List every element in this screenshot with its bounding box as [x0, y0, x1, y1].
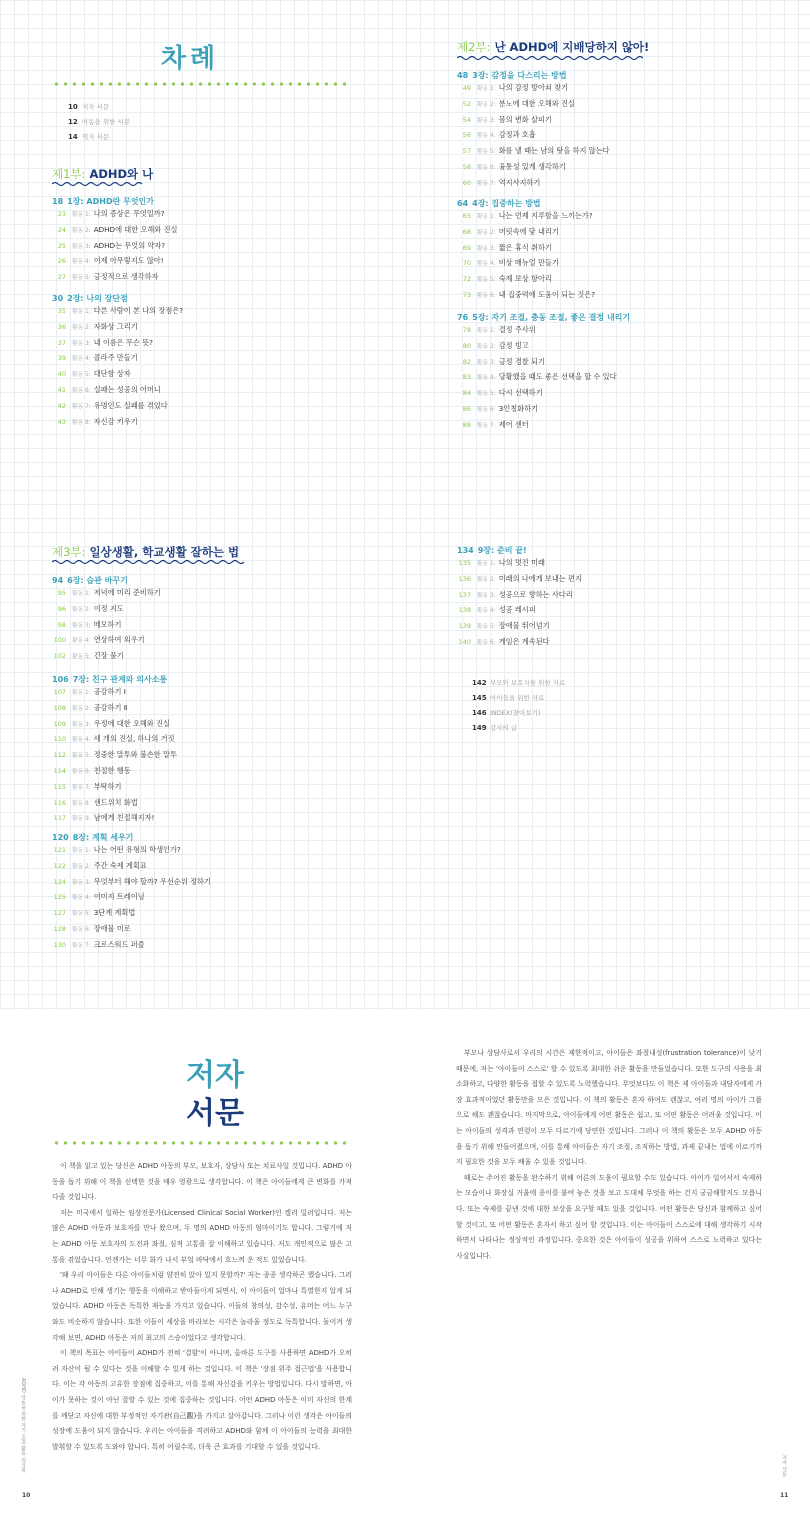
activity-item[interactable]: 42 활동 7: 유명인도 실패를 겪었다	[57, 400, 168, 410]
activity-item[interactable]: 124 활동 3: 무엇부터 해야 할까? 우선순위 정하기	[53, 876, 211, 886]
activity-item[interactable]: 58 활동 6: 융통성 있게 생각하기	[462, 161, 566, 171]
chapter-heading[interactable]: 64 4장: 집중하는 방법	[457, 199, 541, 208]
activity-item[interactable]: 114 활동 6: 친절한 행동	[53, 765, 131, 775]
activity-list	[455, 323, 617, 434]
running-head-left: ADHD 아동을 위한 자기 조절 활동 워크북	[20, 1378, 26, 1473]
activity-list	[455, 556, 582, 651]
wavy-underline	[52, 181, 144, 187]
activity-item[interactable]: 128 활동 6: 장애물 미로	[53, 923, 131, 933]
activity-list	[50, 207, 177, 286]
activity-item[interactable]: 70 활동 4: 비상 매뉴얼 만들기	[462, 258, 559, 268]
activity-item[interactable]: 100 활동 4: 연상하여 외우기	[53, 635, 145, 645]
activity-item[interactable]: 110 활동 4: 세 개의 진실, 하나의 거짓	[53, 734, 175, 744]
paragraph: 이 책의 목표는 아이들이 ADHD가 전혀 '결함'이 아니며, 올바른 도구를 사용하면 ADHD가 오히려 자산이 될 수 있다는 것을 이해할 수 있게 하는 것입니다. 이 책은 '장점 위주 접근법'을 사용합니다. 이는 각 아동의 고유한 장점에 집중하고, 이를 통해 자신감을 키우는 방법입니다. 다시 말하면, 아이가 못하는 것이 아닌 잘할 수 있는 것에 집중하는 것입니다. 어떤 ADHD 아동은 이미 자신의 한계를 깨닫고 자신에 대한 부정적인 자기관(自己觀)을 가지고 살아갑니다. 그러나 이런 생각은 아이들의 성장에 도움이 되지 않습니다. 우리는 아이들을 격려하고 ADHD와 함께 이 아이들의 능력을 최대한 발휘할 수 있도록 도와야 합니다. 특히 어릴수록, 더욱 큰 효과를 기대할 수 있을 것입니다.	[52, 1349, 352, 1451]
activity-item[interactable]: 36 활동 2: 자화상 그리기	[57, 321, 138, 331]
back-matter-item[interactable]: 145 아이들을 위한 자료	[472, 694, 545, 702]
activity-item[interactable]: 60 활동 7: 역지사지하기	[462, 177, 541, 187]
activity-item[interactable]: 65 활동 1: 나는 언제 지루함을 느끼는가?	[462, 211, 593, 220]
part-heading: 제3부: 일상생활, 학교생활 잘하는 법	[52, 545, 240, 559]
activity-item[interactable]: 69 활동 3: 짧은 휴식 취하기	[462, 242, 552, 252]
activity-item[interactable]: 108 활동 2: 공감하기 Ⅱ	[53, 702, 128, 712]
activity-item[interactable]: 95 활동 1: 저녁에 미리 준비하기	[57, 588, 161, 597]
activity-item[interactable]: 136 활동 2: 미래의 나에게 보내는 편지	[458, 573, 582, 583]
intro-item[interactable]: 12 아동을 위한 서문	[68, 118, 131, 126]
activity-item[interactable]: 43 활동 8: 자신감 키우기	[57, 416, 138, 426]
activity-item[interactable]: 49 활동 1: 나의 감정 방아쇠 찾기	[462, 83, 569, 92]
activity-item[interactable]: 23 활동 1: 나의 증상은 무엇일까?	[57, 209, 165, 218]
paragraph: 저는 미국에서 일하는 임상전문가(Licensed Clinical Social Worker)인 켈리 밀러입니다. 저는 많은 ADHD 아동과 보호자를 만나 왔으며, 두 명의 ADHD 아동의 엄마이기도 합니다. 그렇기에 저는 ADHD 아동 보호자의 도전과 좌절, 심적 고통을 잘 이해하고 있습니다. 저도 개인적으로 많은 고통을 겪었습니다. 언젠가는 너무 화가 나서 부엌 바닥에서 흐느껴 운 적도 있었습니다.	[52, 1208, 352, 1264]
activity-item[interactable]: 83 활동 4: 당황했을 때도 좋은 선택을 할 수 있다	[462, 372, 617, 382]
back-matter-list	[472, 676, 565, 736]
activity-list	[50, 586, 161, 665]
activity-list	[455, 209, 595, 304]
activity-item[interactable]: 56 활동 4: 감정과 호흡	[462, 130, 536, 140]
activity-item[interactable]: 135 활동 1: 나의 멋진 미래	[458, 558, 545, 567]
activity-item[interactable]: 112 활동 5: 정중한 말투와 불손한 말투	[53, 750, 177, 760]
activity-item[interactable]: 35 활동 1: 다른 사람이 본 나의 장점은?	[57, 306, 184, 315]
paragraph: 이 책을 읽고 있는 당신은 ADHD 아동의 부모, 보호자, 상담사 또는 치료사일 것입니다. ADHD 아동을 돕기 위해 이 책을 선택한 것을 매우 영광으로 생각합니다. 이 책은 아이들에게 큰 변화를 가져다줄 것입니다.	[52, 1162, 352, 1202]
activity-item[interactable]: 78 활동 1: 결정 주사위	[462, 325, 536, 334]
part-heading: 제2부: 난 ADHD에 지배당하지 않아!	[457, 40, 650, 54]
back-matter-item[interactable]: 146 INDEX(찾아보기)	[472, 709, 541, 717]
running-head-right: 저자 서문	[781, 1455, 787, 1477]
page-number-right: 11	[780, 1492, 789, 1499]
intro-item[interactable]: 14 역자 서문	[68, 133, 110, 141]
intro-list	[68, 100, 130, 145]
activity-item[interactable]: 121 활동 1: 나는 어떤 유형의 학생인가?	[53, 845, 181, 854]
chapter-heading[interactable]: 134 9장: 준비 끝!	[457, 546, 527, 555]
activity-item[interactable]: 109 활동 3: 우정에 대한 오해와 진실	[53, 718, 170, 728]
activity-item[interactable]: 39 활동 4: 콜라주 만들기	[57, 353, 138, 363]
activity-item[interactable]: 130 활동 7: 크로스워드 퍼즐	[53, 939, 145, 949]
chapter-heading[interactable]: 30 2장: 나의 장단점	[52, 294, 128, 303]
activity-list	[50, 843, 211, 954]
activity-item[interactable]: 52 활동 2: 분노에 대한 오해와 진실	[462, 98, 575, 108]
activity-list	[50, 685, 177, 827]
activity-item[interactable]: 139 활동 5: 장애물 뛰어넘기	[458, 621, 550, 631]
activity-item[interactable]: 73 활동 6: 내 집중력에 도움이 되는 것은?	[462, 289, 595, 299]
chapter-heading[interactable]: 18 1장: ADHD란 무엇인가	[52, 197, 155, 206]
wavy-underline	[457, 55, 643, 61]
activity-item[interactable]: 107 활동 1: 공감하기 Ⅰ	[53, 687, 126, 696]
paragraph: '왜 우리 아이들은 다른 아이들처럼 얌전히 앉아 있지 못할까?' 저는 종종 생각하곤 했습니다. 그러나 ADHD로 인해 생기는 행동을 이해하고 받아들이게 되면서, 이 아이들이 얼마나 특별한지 알게 되었습니다. ADHD 아동은 독특한 재능을 가지고 있습니다. 이들의 창의성, 감수성, 유머는 어느 누구와도 비슷하지 않습니다. 또한 이들이 세상을 바라보는 시각은 놀라울 정도로 독특합니다. 돌이켜 생각해 보면, ADHD 아동은 저의 최고의 스승이었다고 생각합니다.	[52, 1271, 352, 1342]
chapter-heading[interactable]: 94 6장: 습관 바꾸기	[52, 576, 128, 585]
activity-item[interactable]: 127 활동 5: 3단계 계획법	[53, 908, 136, 918]
activity-item[interactable]: 122 활동 2: 주간 숙제 계획표	[53, 860, 147, 870]
activity-item[interactable]: 25 활동 3: ADHD는 무엇의 약자?	[57, 240, 166, 250]
activity-item[interactable]: 140 활동 6: 게임은 계속된다	[458, 636, 550, 646]
activity-item[interactable]: 137 활동 3: 성공으로 향하는 사다리	[458, 589, 573, 599]
dotted-divider	[52, 82, 350, 86]
activity-list	[50, 304, 183, 430]
preface-right-column	[456, 1046, 762, 1264]
activity-item[interactable]: 24 활동 2: ADHD에 대한 오해와 진실	[57, 224, 178, 234]
dotted-divider	[52, 1141, 352, 1145]
chapter-heading[interactable]: 76 5장: 자기 조절, 충동 조절, 좋은 결정 내리기	[457, 313, 631, 322]
intro-item[interactable]: 10 저자 서문	[68, 103, 110, 111]
activity-item[interactable]: 116 활동 8: 샌드위치 화법	[53, 797, 138, 807]
activity-item[interactable]: 117 활동 9: 남에게 친절해지자!	[53, 813, 155, 823]
activity-item[interactable]: 82 활동 3: 긍정 경찰 되기	[462, 356, 545, 366]
activity-item[interactable]: 26 활동 4: 이제 아무렇지도 않아!	[57, 256, 164, 266]
activity-item[interactable]: 37 활동 3: 내 이름은 무슨 뜻?	[57, 337, 153, 347]
activity-item[interactable]: 96 활동 2: 이정 지도	[57, 603, 124, 613]
back-matter-item[interactable]: 142 부모와 보호자를 위한 자료	[472, 679, 566, 687]
activity-item[interactable]: 138 활동 4: 성공 레시피	[458, 605, 536, 615]
activity-list	[455, 81, 610, 192]
activity-item[interactable]: 88 활동 7: 제어 센터	[462, 419, 529, 429]
activity-item[interactable]: 72 활동 5: 숙제 보상 항아리	[462, 274, 552, 284]
preface-title-line2: 서문	[186, 1096, 244, 1131]
toc-title: 차례	[160, 44, 220, 74]
preface-title-line1: 저자	[186, 1058, 244, 1093]
back-matter-item[interactable]: 149 감사의 글	[472, 724, 518, 732]
activity-item[interactable]: 41 활동 6: 실패는 성공의 어머니	[57, 384, 161, 394]
activity-item[interactable]: 84 활동 5: 다시 선택하기	[462, 388, 543, 398]
activity-item[interactable]: 115 활동 7: 부탁하기	[53, 781, 122, 791]
activity-item[interactable]: 80 활동 2: 감정 빙고	[462, 340, 529, 350]
activity-item[interactable]: 86 활동 6: 3인칭화하기	[462, 403, 538, 413]
paragraph: 때로는 주어진 활동을 완수하기 위해 어른의 도움이 필요할 수도 있습니다. 아이가 일어서서 숙제하는 모습이나 화장실 거울에 종이를 붙여 놓은 것을 보고 도대체 무엇을 하는 건지 궁금해할지도 모릅니다. 또는 숙제를 끝낸 것에 대한 보상을 요구할 때도 있을 것입니다. 어떤 활동은 당신과 함께하고 싶어 할 것이고, 또 어떤 활동은 혼자서 하고 싶어 할 것입니다. 이는 아이들이 스스로에 대해 생각하기 시작하면서 나타나는 정상적인 과정입니다. 중요한 것은 아이들이 성공을 위하여 스스로 노력하고 있다는 사실입니다.	[456, 1173, 762, 1260]
activity-item[interactable]: 102 활동 5: 긴장 풀기	[53, 651, 124, 661]
paragraph: 부모나 상담사로서 우리의 시간은 제한적이고, 아이들은 좌절내성(frustration tolerance)이 낮기 때문에, 저는 '아이들이 스스로' 할 수 있도록 최대한 쉬운 활동을 만들었습니다. 또한 도구의 사용을 최소화하고, 다양한 활동을 접할 수 있도록 노력했습니다. 무엇보다도 이 책은 제 아이들과 내담자에게 가장 효과적이었던 활동만을 모은 것입니다. 이 책의 활동은 혼자 하여도 괜찮고, 여러 명의 아이가 그룹으로 해도 괜찮습니다. 마지막으로, 아이들에게 어떤 활동은 쉽고, 또 어떤 활동은 어려울 것입니다. 이는 아이들의 성격과 연령이 모두 다르기에 당연한 것입니다. 그러나 이 책의 활동은 모두 ADHD 아동을 돕기 위해 만들어졌으며, 이를 통해 아이들은 자기 조절, 조직하는 방법, 과제 끝내는 법에 이르기까지 필요한 것을 모두 배울 수 있을 것입니다.	[456, 1049, 762, 1167]
wavy-underline	[52, 559, 244, 565]
activity-item[interactable]: 27 활동 5: 긍정적으로 생각하자	[57, 272, 159, 282]
activity-item[interactable]: 57 활동 5: 화를 낼 때는 남의 탓을 하지 않는다	[462, 146, 610, 156]
chapter-heading[interactable]: 106 7장: 친구 관계와 의사소통	[52, 675, 168, 684]
activity-item[interactable]: 40 활동 5: 대단함 상자	[57, 369, 131, 379]
activity-item[interactable]: 98 활동 3: 메모하기	[57, 619, 122, 629]
activity-item[interactable]: 125 활동 4: 이미지 트레이닝	[53, 892, 145, 902]
preface-left-column	[52, 1159, 352, 1455]
part-heading: 제1부: ADHD와 나	[52, 167, 154, 181]
chapter-heading[interactable]: 120 8장: 계획 세우기	[52, 833, 134, 842]
activity-item[interactable]: 68 활동 2: 머릿속에 닻 내리기	[462, 226, 559, 236]
page-number-left: 10	[22, 1492, 31, 1499]
chapter-heading[interactable]: 48 3장: 감정을 다스리는 방법	[457, 71, 567, 80]
activity-item[interactable]: 54 활동 3: 몸의 변화 살피기	[462, 114, 552, 124]
